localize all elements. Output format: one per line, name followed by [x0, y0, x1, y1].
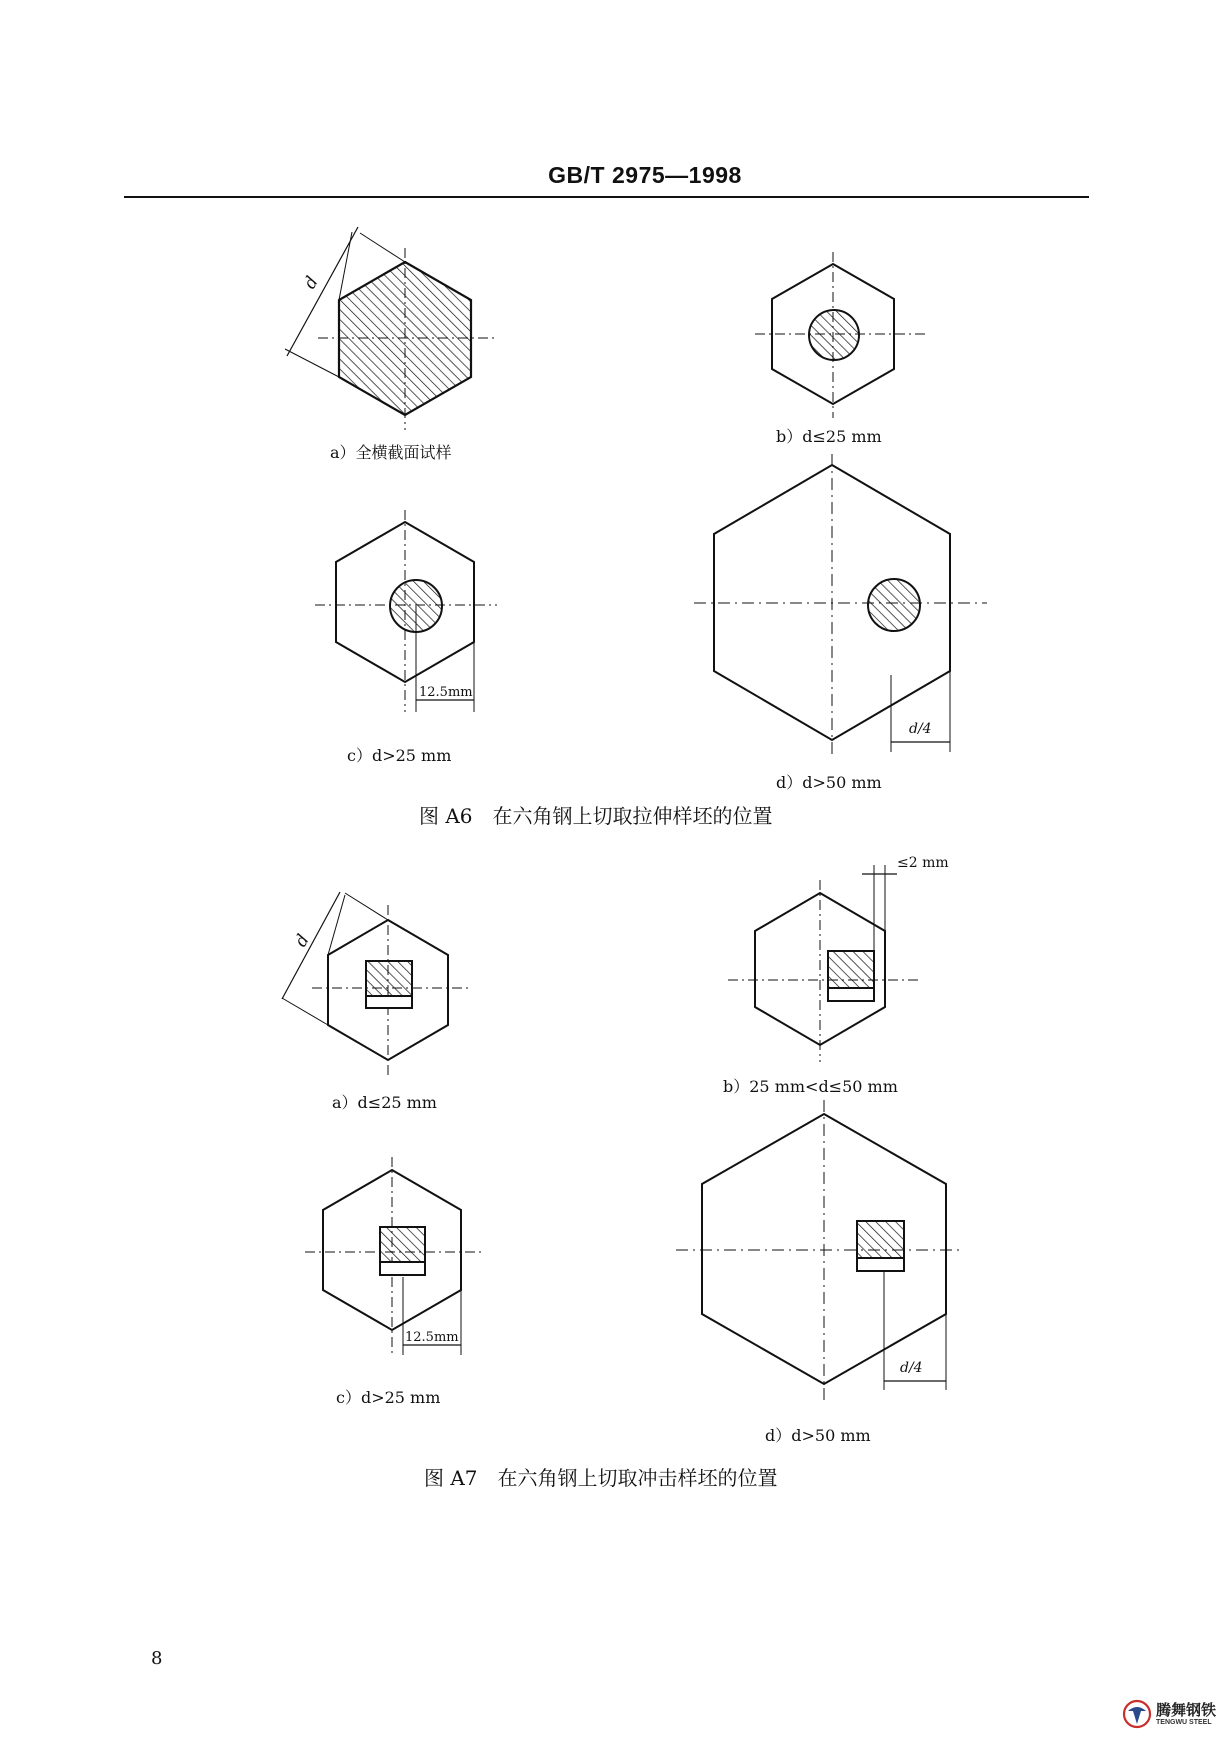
a6c-label: c）d>25 mm: [347, 746, 452, 765]
a7d-diagram: [676, 1100, 960, 1400]
a7d-label: d）d>50 mm: [765, 1426, 871, 1445]
a7a-dim-d: d: [291, 931, 314, 951]
a6d-label: d）d>50 mm: [776, 773, 882, 792]
a6b-label: b）d≤25 mm: [776, 427, 882, 446]
a6d-sample: [868, 579, 920, 631]
logo-name-cn: 腾舞钢铁: [1156, 1701, 1217, 1719]
a6d-dim-text: d/4: [909, 721, 932, 737]
a7-caption: 图 A7 在六角钢上切取冲击样坯的位置: [424, 1466, 778, 1490]
a6c-diagram: [315, 510, 497, 712]
a6a-dim-d: d: [300, 273, 323, 293]
a7c-label: c）d>25 mm: [336, 1388, 441, 1407]
company-logo: [1122, 1697, 1230, 1737]
a6a-label: a）全横截面试样: [330, 443, 452, 462]
standard-number: GB/T 2975—1998: [548, 162, 742, 188]
a7c-dim-text: 12.5mm: [405, 1330, 459, 1345]
a7a-diagram: [282, 892, 470, 1075]
a7b-diagram: [728, 855, 949, 1062]
a6b-sample: [809, 310, 859, 360]
page-number: 8: [151, 1648, 163, 1669]
a6-caption: 图 A6 在六角钢上切取拉伸样坯的位置: [419, 804, 773, 828]
logo-name-en: TENGWU STEEL: [1156, 1719, 1212, 1726]
a6b-diagram: [755, 252, 925, 418]
a7b-label: b）25 mm<d≤50 mm: [723, 1077, 898, 1096]
a6c-dim-text: 12.5mm: [419, 685, 473, 700]
a7b-dim-text: ≤2 mm: [897, 855, 949, 871]
a6a-diagram: [285, 227, 494, 430]
a7c-diagram: [305, 1157, 485, 1355]
a7a-label: a）d≤25 mm: [332, 1093, 437, 1112]
a7d-dim-text: d/4: [900, 1360, 923, 1376]
a6d-diagram: [694, 454, 987, 756]
logo-mark-icon: [1122, 1699, 1152, 1729]
